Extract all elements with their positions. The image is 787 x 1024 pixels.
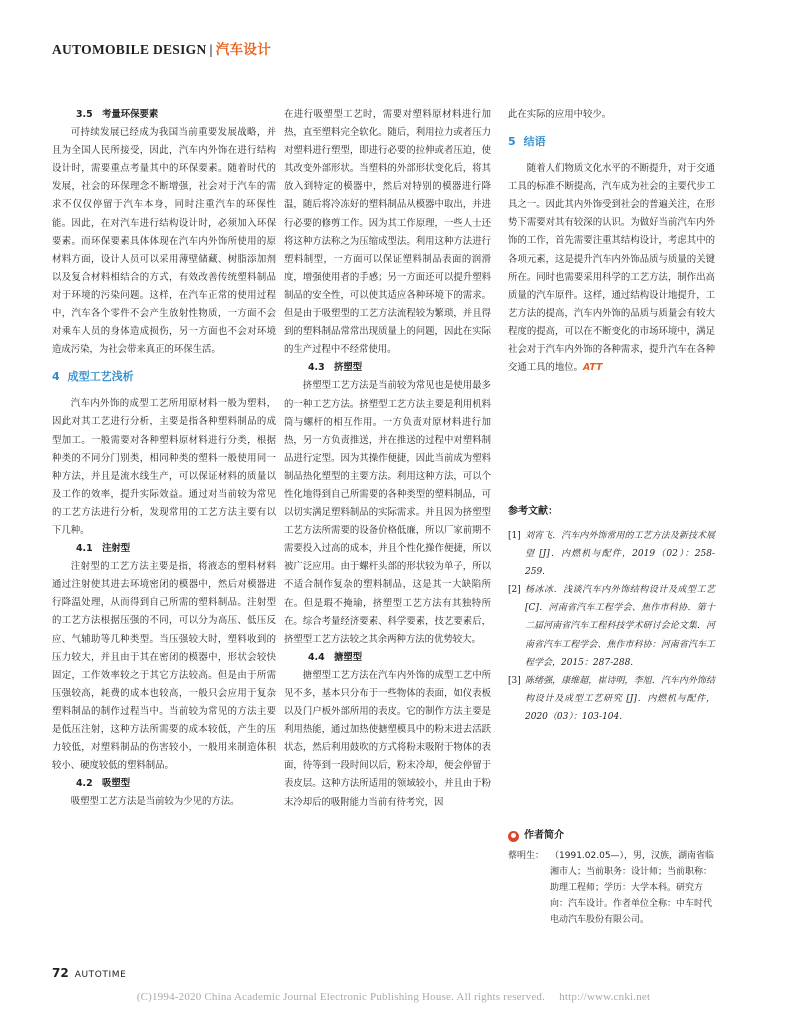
section-4-4-heading: 4.4 搪塑型 bbox=[308, 651, 363, 663]
author-bullet-icon bbox=[508, 831, 519, 842]
reference-item bbox=[508, 672, 715, 726]
reference-number: [1] bbox=[508, 531, 521, 541]
author-profile-body bbox=[508, 848, 718, 928]
section-4-2-paragraph: 吸塑型工艺方法是当前较为少见的方法。 bbox=[70, 796, 240, 808]
copyright-notice: (C)1994-2020 China Academic Journal Electronic Publishing House. All rights reserved. http://www.cnki.net bbox=[136, 991, 651, 1003]
section-4-3-heading: 4.3 挤塑型 bbox=[308, 362, 363, 374]
section-4-number: 4 bbox=[52, 370, 60, 384]
author-name: 蔡明生： bbox=[508, 851, 545, 861]
author-profile bbox=[508, 828, 718, 928]
section-4-1-heading: 4.1 注射型 bbox=[76, 543, 131, 555]
section-5-paragraph bbox=[508, 160, 715, 377]
section-4-2-heading: 4.2 吸塑型 bbox=[76, 778, 131, 790]
header-separator: | bbox=[209, 42, 213, 57]
references-title: 参考文献： bbox=[508, 506, 558, 517]
reference-number: [3] bbox=[508, 675, 521, 686]
header-title-en: AUTOMOBILE DESIGN bbox=[52, 42, 207, 57]
page-number: 72 bbox=[52, 966, 69, 980]
section-4-4-continued: 此在实际的应用中较少。 bbox=[508, 109, 612, 120]
section-3-5-heading: 3.5 考量环保要素 bbox=[76, 109, 159, 120]
section-5-title: 结语 bbox=[523, 135, 546, 149]
section-4-title: 成型工艺浅析 bbox=[67, 370, 134, 384]
section-5-heading bbox=[508, 130, 715, 154]
section-4-paragraph: 汽车内外饰的成型工艺所用原材料一般为塑料，因此对其工艺进行分析，主要是指各种塑料制品的成型加工。一般需要对各种塑料原材料进行分类，根据种类的不同分门别类，相同种类的塑料一般使用同一种方法，并且是流水线生产，可以保证材料的质量以及工作的效率，提升实际效益。通过对当前较为常见的工艺方法进行分析，发现常用的工艺方法主要有以下几种。 bbox=[52, 398, 276, 536]
column-right bbox=[508, 106, 715, 377]
section-4-3-paragraph: 挤塑型工艺方法是当前较为常见也是使用最多的一种工艺方法。挤塑型工艺方法主要是利用机料筒与螺杆的相互作用。一方负责对原材料进行加热，另一方负责推送，并在推送的过程中对塑料制品进行定型。因为其操作便捷，因此当前成为塑料制品热化塑型的主要方法。利用这种方法，可以个性化地得到自己所需要的各种类型的塑料制品，可以切实满足塑料制品的实际需求。并且因为挤塑型工艺方法所需要的设备价格低廉，所以厂家前期不需要投入过高的成本，并且个性化操作便捷，所以被广泛应用。由于螺杆头部的形状较为单子，所以不适合制作复杂的塑料制品，这是其一大缺陷所在。但是瑕不掩瑜，挤塑型工艺方法有其独特所在。综合考量经济要素、科学要素，技艺要素后，挤塑型工艺方法较之其余两种方法的优势较大。 bbox=[284, 380, 491, 645]
section-4-4-paragraph: 搪塑型工艺方法在汽车内外饰的成型工艺中所见不多，基本只分布于一些物体的表面，如仪表板以及门户板外部所用的表皮。它的制作方法主要是利用热能，通过加热使搪塑模具中的粉末进去活跃状态，然后利用鼓吹的方式将粉末吸附于物体的表面，待等到一段时间以后，粉末冷却，便会停留于表皮层。这种方法所适用的领域较小，并且由于粉末冷却后的吸附能力当前有待考究，因 bbox=[284, 669, 491, 808]
section-4-heading bbox=[52, 365, 276, 389]
section-4-2-continued: 在进行吸塑型工艺时，需要对塑料原材料进行加热，直至塑料完全软化。随后，利用拉力或者压力对塑料进行塑型，即进行必要的拉伸或者压迫，使其改变外部形状。当塑料的外部形状变化后，将其放入到特定的模器中，然后对特别的模器进行降温，随后将冷冻好的塑料制品从模器中取出，并进行必要的修剪工作。因为其工作原理，一些人士还将这种方法称之为压缩成型法。利用这种方法进行塑料制型，一方面可以保证塑料制品表面的润滑度，增强使用者的手感；另一方面还可以提升塑料制品的安全性，可以使其适应各种环境下的需求。但是由于吸塑型的工艺方法流程较为繁琐，并且得到的塑料制品常常出现质量上的问题，因此在实际的生产过程中不经常使用。 bbox=[284, 109, 491, 356]
magazine-name: AUTOTIME bbox=[74, 970, 127, 980]
end-mark-icon: ATT bbox=[583, 362, 603, 374]
column-left bbox=[52, 106, 276, 811]
reference-item bbox=[508, 527, 715, 581]
section-5-number: 5 bbox=[508, 135, 516, 149]
running-header bbox=[52, 38, 271, 58]
reference-text: 陈绪强，康维超，崔诗明，李旭．汽车内外饰结构设计及成型工艺研究 [J]．内燃机与配件，2020（03）：103-104. bbox=[525, 675, 715, 722]
reference-item bbox=[508, 581, 715, 671]
reference-number: [2] bbox=[508, 585, 521, 596]
references bbox=[508, 502, 715, 726]
page-footer bbox=[52, 966, 126, 980]
column-middle bbox=[284, 106, 491, 812]
section-4-1-paragraph: 注射型的工艺方法主要是指，将液态的塑料材料通过注射使其进去环境密闭的模器中，然后对模器进行降温处理，从而得到自己所需的塑料制品。注射型的工艺方法根据压强的不同，可以分为高压、低压反应、气辅助等几种类型。当压强较大时，塑料收到的压力较大，并且由于其在密闭的模器中，形状会较快固定，工作效率较之于其它方法较高。但是由于所需压强较高，耗费的成本也较高，一般只会应用于复杂塑料制品的制作过程当中。当前较为常见的方法主要是低压注射，这种方法所需要的成本较低，产生的压力较低，对塑料制品的伤害较小，一般用来制造体积较小、硬度较低的塑料制品。 bbox=[52, 561, 276, 772]
author-bio: （1991.02.05—），男，汉族，湖南省临湘市人；当前职务：设计师；当前职称：助理工程师；学历：大学本科。研究方向：汽车设计。作者单位全称：中车时代电动汽车股份有限公司。 bbox=[550, 851, 715, 925]
author-profile-heading bbox=[508, 828, 718, 844]
section-3-5-paragraph: 可持续发展已经成为我国当前重要发展战略，并且为全国人民所接受，因此，汽车内外饰在进行结构设计时，需要重点考量其中的环保要素。随着时代的发展，社会的环保理念不断增强，社会对于汽车的需求不仅仅停留于汽车本身，同时注重汽车的环保性能。因此，在对汽车进行结构设计时，必须加入环保要素。而环保要素具体体现在汽车内外饰所使用的原材料方面，设计人员可以采用薄壁储藏、树脂添加剂以及复合材料相结合的方式，有效改善传统塑料制品对于环境的污染问题。这样，在汽车正常的使用过程中，汽车各个零件不会产生放射性物质，一方面不会对乘车人员的身体造成损伤，另一方面也不会对环境造成污染，为社会带来真正的环保生活。 bbox=[52, 127, 276, 356]
section-5-text: 随着人们物质文化水平的不断提升，对于交通工具的标准不断提高，汽车成为社会的主要代步工具之一。因此其内外饰受到社会的普遍关注，在形势下需要对其有较深的认识。为做好当前汽车内外饰的工作，首先需要注重其结构设计，考虑其中的各项元素，这是提升汽车内外饰品质与质量的关键所在。同时也需要采用科学的工艺方法，制作出高质量的汽车原件。这样，通过结构设计地提升，工艺方法的提高，汽车内外饰的品质与质量会有较大程度的提高，可以在不断变化的市场环境中，满足社会对于汽车内外饰的各种需求，提升汽车在各种交通工具的地位。 bbox=[508, 163, 715, 374]
reference-text: 刘宵飞．汽车内外饰常用的工艺方法及新技术展望 [J]．内燃机与配件，2019（02）：258-259. bbox=[525, 531, 715, 578]
author-profile-title: 作者简介 bbox=[524, 830, 564, 841]
reference-text: 杨冰冰．浅谈汽车内外饰结构设计及成型工艺 [C]．河南省汽车工程学会、焦作市科协．第十二届河南省汽车工程科技学术研讨会论文集．河南省汽车工程学会、焦作市科协：河南省汽车工程学会，2015：287-288. bbox=[525, 585, 715, 668]
header-title-cn: 汽车设计 bbox=[215, 42, 271, 58]
